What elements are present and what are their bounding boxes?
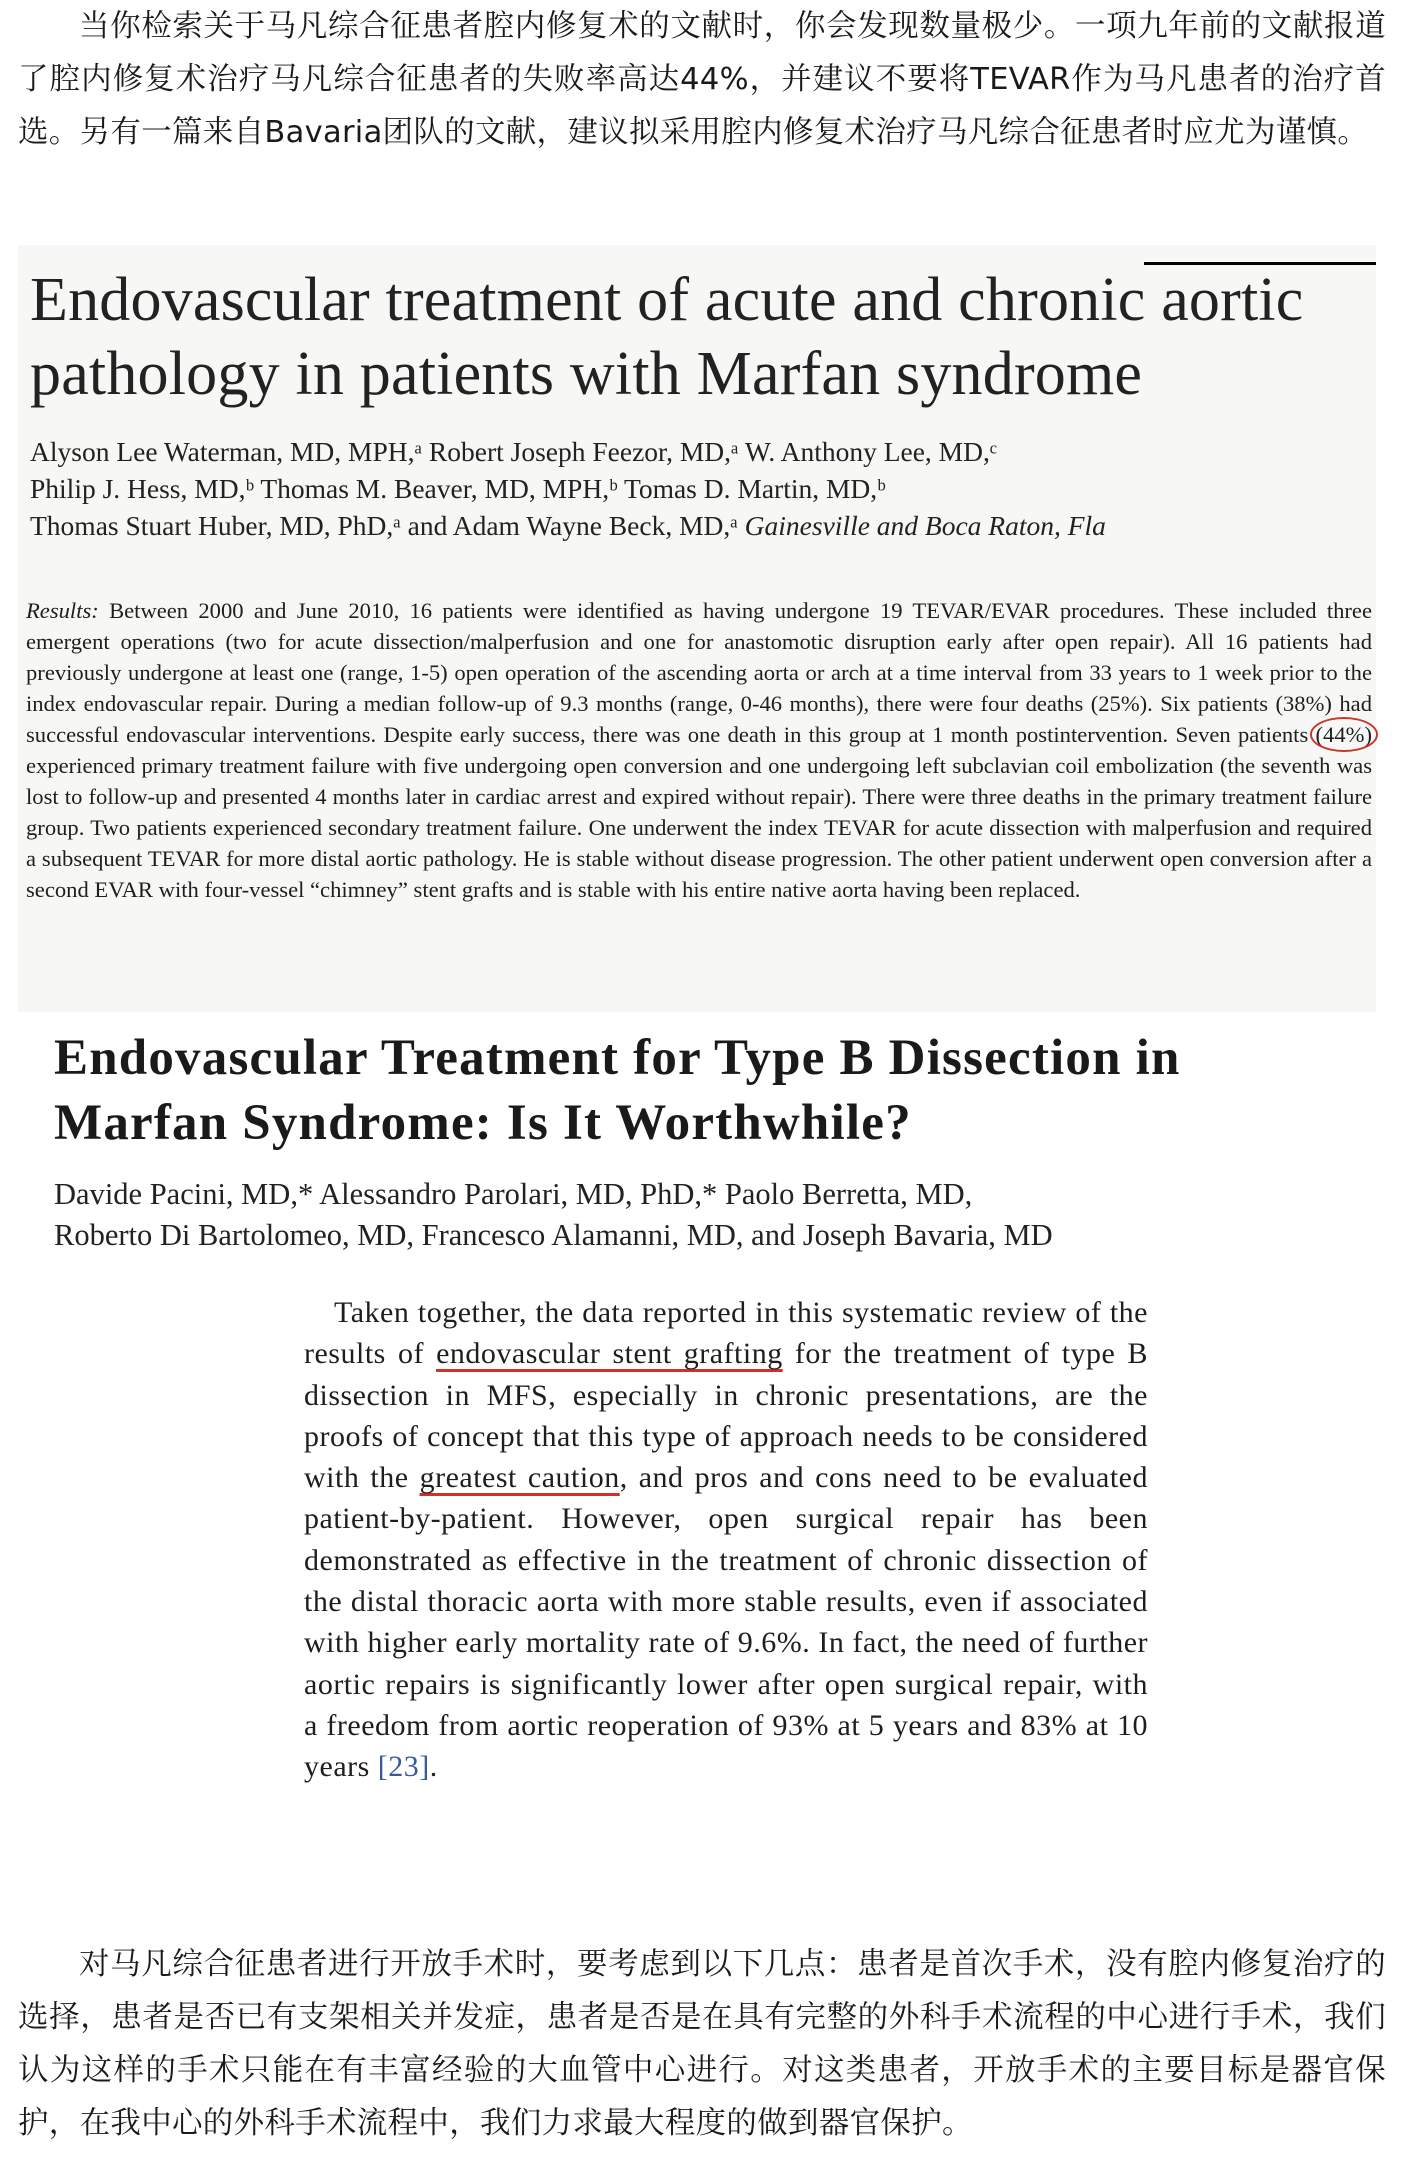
underline-greatest-caution: greatest caution bbox=[419, 1461, 620, 1495]
paper1-screenshot bbox=[18, 245, 1376, 1012]
paper1-top-rule bbox=[1144, 262, 1376, 265]
paper1-authors-line3 bbox=[30, 507, 1370, 544]
paper1-authors-location: Gainesville and Boca Raton, Fla bbox=[744, 510, 1106, 541]
paper1-results-label: Results: bbox=[26, 598, 99, 623]
paper1-title: Endovascular treatment of acute and chronic aortic pathology in patients with Marfan syndrome bbox=[30, 266, 1304, 408]
paper2-body-text-3: , and pros and cons need to be evaluated patient-by-patient. However, open surgical repair has been demonstrated as effective in the treatment of chronic dissection of the distal thoracic aorta with more stable results, even if associated with higher early mortality rate of 9.6%. In fact, the need of further aortic repairs is significantly lower after open surgical repair, with a freedom from aortic reoperation of 93% at 5 years and 83% at 10 years bbox=[304, 1461, 1148, 1784]
paper2-body-text-1: Taken together, the data reported in this systematic review of the results of bbox=[304, 1296, 1148, 1371]
citation-link[interactable]: [23] bbox=[377, 1750, 430, 1784]
paper2-title: Endovascular Treatment for Type B Dissection in Marfan Syndrome: Is It Worthwhile? bbox=[54, 1030, 1181, 1151]
paper2-screenshot bbox=[18, 1012, 1376, 1912]
paper1-authors-line3-names: Thomas Stuart Huber, MD, PhD,ᵃ and Adam Wayne Beck, MD,ᵃ bbox=[30, 510, 738, 541]
paper2-body bbox=[304, 1292, 1148, 1788]
paper2-authors bbox=[54, 1174, 1354, 1256]
paper2-body-text-2: for the treatment of type B dissection in MFS, especially in chronic presentations, are the proofs of concept that this type of approach needs to be considered with the bbox=[304, 1337, 1148, 1495]
paper1-highlight-44 bbox=[1316, 719, 1372, 750]
outro-paragraph: 对马凡综合征患者进行开放手术时，要考虑到以下几点：患者是首次手术，没有腔内修复治疗的选择，患者是否已有支架相关并发症，患者是否是在具有完整的外科手术流程的中心进行手术，我们认为这样的手术只能在有丰富经验的大血管中心进行。对这类患者，开放手术的主要目标是器官保护，在我中心的外科手术流程中，我们力求最大程度的做到器官保护。 bbox=[18, 1947, 1386, 2141]
paper2-body-end: . bbox=[429, 1750, 438, 1784]
paper1-authors bbox=[30, 433, 1370, 544]
intro-paragraph: 当你检索关于马凡综合征患者腔内修复术的文献时，你会发现数量极少。一项九年前的文献报道了腔内修复术治疗马凡综合征患者的失败率高达44%，并建议不要将TEVAR作为马凡患者的治疗首选。另有一篇来自Bavaria团队的文献，建议拟采用腔内修复术治疗马凡综合征患者时应尤为谨慎。 bbox=[18, 9, 1386, 150]
paper1-authors-line2: Philip J. Hess, MD,ᵇ Thomas M. Beaver, MD, MPH,ᵇ Tomas D. Martin, MD,ᵇ bbox=[30, 473, 886, 504]
paper1-results-text-2: experienced primary treatment failure with five undergoing open conversion and one undergoing left subclavian coil embolization (the seventh was lost to follow-up and presented 4 months later in cardiac arrest and expired without repair). There were three deaths in the primary treatment failure group. Two patients experienced secondary treatment failure. One underwent the index TEVAR for acute dissection with malperfusion and required a subsequent TEVAR for more distal aortic pathology. He is stable without disease progression. The other patient underwent open conversion after a second EVAR with four-vessel “chimney” stent grafts and is stable with his entire native aorta having been replaced. bbox=[26, 753, 1372, 902]
paper1-authors-line1: Alyson Lee Waterman, MD, MPH,ᵃ Robert Joseph Feezor, MD,ᵃ W. Anthony Lee, MD,ᶜ bbox=[30, 436, 997, 467]
paper2-authors-line2: Roberto Di Bartolomeo, MD, Francesco Alamanni, MD, and Joseph Bavaria, MD bbox=[54, 1218, 1053, 1252]
paper2-authors-line1: Davide Pacini, MD,* Alessandro Parolari, MD, PhD,* Paolo Berretta, MD, bbox=[54, 1177, 973, 1211]
paper1-results bbox=[26, 595, 1372, 905]
paper1-results-text-1: Between 2000 and June 2010, 16 patients were identified as having undergone 19 TEVAR/EVAR procedures. These included three emergent operations (two for acute dissection/malperfusion and one for anastomotic disruption early after open repair). All 16 patients had previously undergone at least one (range, 1-5) open operation of the ascending aorta or arch at a time interval from 33 years to 1 week prior to the index endovascular repair. During a median follow-up of 9.3 months (range, 0-46 months), there were four deaths (25%). Six patients (38%) had successful endovascular interventions. Despite early success, there was one death in this group at 1 month postintervention. Seven patients bbox=[26, 598, 1372, 747]
paper1-highlight-text: (44%) bbox=[1315, 722, 1372, 747]
underline-stent-grafting: endovascular stent grafting bbox=[436, 1337, 783, 1371]
red-circle-annotation bbox=[1310, 717, 1378, 752]
